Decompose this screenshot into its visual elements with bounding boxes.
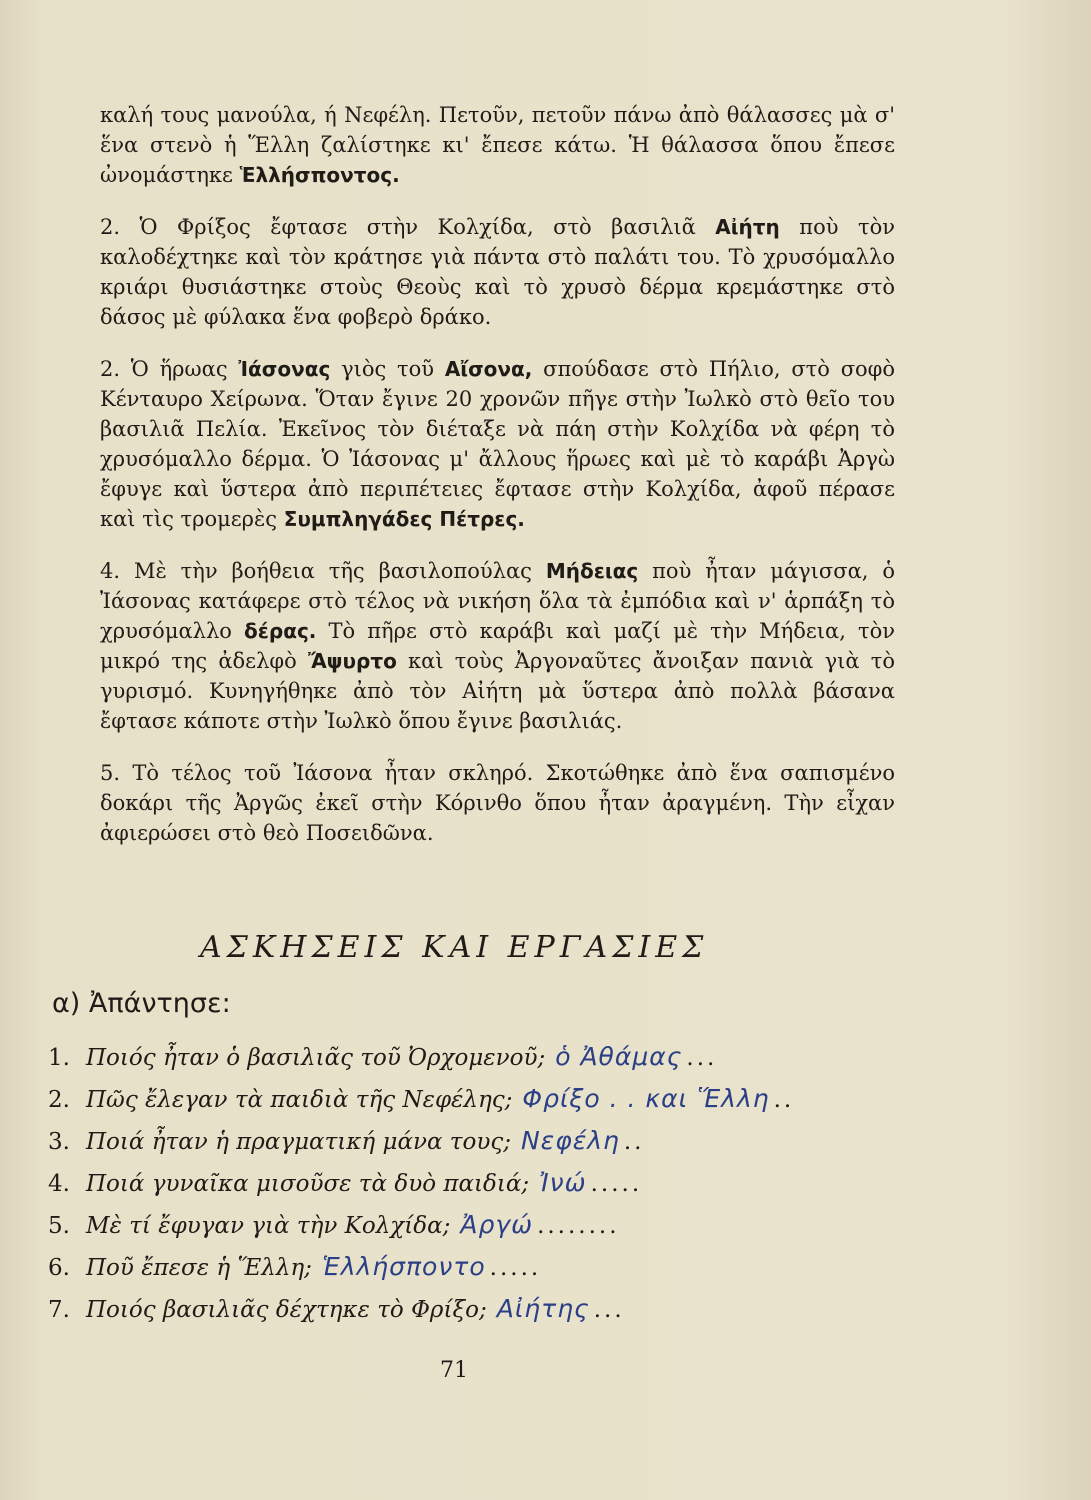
answer-dots: ... [686, 1045, 718, 1071]
paragraph [100, 354, 895, 534]
handwritten-answer: Νεφέλη [520, 1126, 620, 1155]
handwritten-answer: ὁ Ἀθάμας [555, 1042, 683, 1071]
paragraph [100, 556, 895, 736]
answer-dots: ..... [590, 1171, 643, 1197]
answer-dots: .. [773, 1087, 795, 1113]
question-number: 2. [48, 1087, 70, 1113]
body-text [100, 100, 895, 870]
handwritten-answer: Ἰνώ [539, 1168, 587, 1197]
handwritten-answer: Ἑλλήσποντο [321, 1252, 486, 1281]
question-text: Ποιός ἦταν ὁ βασιλιᾶς τοῦ Ὀρχομενοῦ; [86, 1045, 546, 1071]
paragraph-text: Τὸ πῆρε στὸ καράβι καὶ μαζί μὲ τὴν Μήδεια, τὸν μικρό της ἀδελφὸ [100, 619, 896, 673]
paragraph-text: καλή τους μανούλα, ή Νεφέλη. Πετοῦν, πετοῦν πάνω ἀπὸ θάλασσες μὰ σ' ἕνα στενὸ ἡ Ἕλλη ζαλίστηκε κι' ἔπεσε κάτω. Ἡ θάλασσα ὅπου ἔπεσε ὠνομάστηκε [100, 103, 895, 187]
answer-section-label: α) Ἀπάντησε: [52, 988, 231, 1019]
question-row [48, 1084, 888, 1126]
question-number: 1. [48, 1045, 70, 1071]
question-number: 5. [48, 1213, 70, 1239]
bold-term: Συμπληγάδες Πέτρες. [283, 507, 525, 531]
question-text: Ποιός βασιλιᾶς δέχτηκε τὸ Φρίξο; [86, 1297, 487, 1323]
question-row [48, 1252, 888, 1294]
question-row [48, 1168, 888, 1210]
paragraph [100, 758, 895, 848]
paragraph-text: καὶ τοὺς Ἀργοναῦτες ἄνοιξαν πανιὰ γιὰ τὸ γυρισμό. Κυνηγήθηκε ἀπὸ τὸν Αἰήτη μὰ ὕστερα ἀπὸ πολλὰ βάσανα ἔφτασε κάποτε στὴν Ἰωλκὸ ὅπου ἔγινε βασιλιάς. [100, 649, 896, 733]
question-text: Μὲ τί ἔφυγαν γιὰ τὴν Κολχίδα; [86, 1213, 451, 1239]
paragraph-text: 2. Ὁ ἥρωας [100, 357, 239, 381]
question-row [48, 1294, 888, 1336]
paragraph-text: 5. Τὸ τέλος τοῦ Ἰάσονα ἦταν σκληρό. Σκοτώθηκε ἀπὸ ἕνα σαπισμένο δοκάρι τῆς Ἀργῶς ἐκεῖ στὴν Κόρινθο ὅπου ἦταν ἀραγμένη. Τὴν εἶχαν ἀφιερώσει στὸ θεὸ Ποσειδῶνα. [100, 761, 895, 845]
bold-term: Ἄψυρτο [307, 649, 397, 673]
handwritten-answer: Φρίξο . . και Ἕλλη [522, 1084, 770, 1113]
question-row [48, 1210, 888, 1252]
handwritten-answer: Αἰήτης [496, 1294, 590, 1323]
answer-dots: ..... [489, 1255, 542, 1281]
answer-dots: ... [593, 1297, 625, 1323]
paragraph-text: 2. Ὁ Φρίξος ἔφτασε στὴν Κολχίδα, στὸ βασιλιᾶ [100, 215, 716, 239]
handwritten-answer: Ἀργώ [460, 1210, 534, 1239]
exercises-heading: ΑΣΚΗΣΕΙΣ ΚΑΙ ΕΡΓΑΣΙΕΣ [200, 930, 709, 965]
question-number: 3. [48, 1129, 70, 1155]
answer-dots: ........ [537, 1213, 620, 1239]
paragraph-text: σπούδασε στὸ Πήλιο, στὸ σοφὸ Κένταυρο Χείρωνα. Ὅταν ἔγινε 20 χρονῶν πῆγε στὴν Ἰωλκὸ στὸ θεῖο του βασιλιᾶ Πελία. Ἐκεῖνος τὸν διέταξε νὰ πάη στὴν Κολχίδα νὰ φέρη τὸ χρυσόμαλλο δέρμα. Ὁ Ἰάσονας μ' ἄλλους ἥρωες καὶ μὲ τὸ καράβι Ἀργὼ ἔφυγε καὶ ὕστερα ἀπὸ περιπέτειες ἔφτασε στὴν Κολχίδα, ἀφοῦ πέρασε καὶ τὶς τρομερὲς [100, 357, 896, 531]
question-row [48, 1042, 888, 1084]
paragraph-text: 4. Μὲ τὴν βοήθεια τῆς βασιλοπούλας [100, 559, 546, 583]
question-number: 7. [48, 1297, 70, 1323]
bold-term: Ἰάσονας [238, 357, 331, 381]
question-number: 4. [48, 1171, 70, 1197]
question-number: 6. [48, 1255, 70, 1281]
question-text: Ποῦ ἔπεσε ἡ Ἕλλη; [86, 1255, 312, 1281]
bold-term: Αἰήτη [715, 215, 780, 239]
question-list [48, 1042, 888, 1336]
page-number: 71 [440, 1358, 468, 1383]
question-text: Ποιά ἦταν ἡ πραγματική μάνα τους; [86, 1129, 511, 1155]
bold-term: Μήδειας [545, 559, 639, 583]
question-text: Ποιά γυναῖκα μισοῦσε τὰ δυὸ παιδιά; [86, 1171, 530, 1197]
question-row [48, 1126, 888, 1168]
answer-dots: .. [623, 1129, 645, 1155]
paragraph-text: ποὺ τὸν καλοδέχτηκε καὶ τὸν κράτησε γιὰ πάντα στὸ παλάτι του. Τὸ χρυσόμαλλο κριάρι θυσιάστηκε στοὺς Θεοὺς καὶ τὸ χρυσὸ δέρμα κρεμάστηκε στὸ δάσος μὲ φύλακα ἕνα φοβερὸ δράκο. [100, 215, 895, 329]
paragraph [100, 212, 895, 332]
bold-term: Αἴσονα, [444, 357, 533, 381]
paragraph-text: ποὺ ἦταν μάγισσα, ὁ Ἰάσονας κατάφερε στὸ τέλος νὰ νικήση ὅλα τὰ ἐμπόδια καὶ ν' ἁρπάξη τὸ χρυσόμαλλο [100, 559, 895, 643]
bold-term: δέρας. [244, 619, 317, 643]
paragraph [100, 100, 895, 190]
bold-term: Ἑλλήσποντος. [239, 163, 400, 187]
question-text: Πῶς ἔλεγαν τὰ παιδιὰ τῆς Νεφέλης; [86, 1087, 513, 1113]
paragraph-text: γιὸς τοῦ [330, 357, 445, 381]
